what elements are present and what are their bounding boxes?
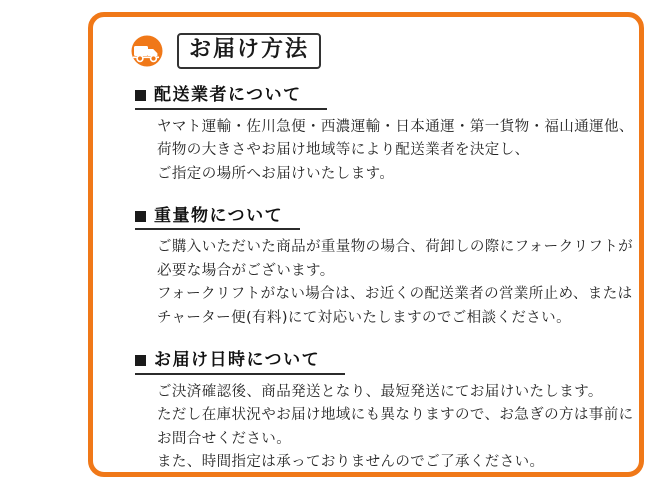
section-body: [135, 116, 634, 186]
body-line: ヤマト運輸・佐川急便・西濃運輸・日本通運・第一貨物・福山通運他、: [157, 118, 634, 135]
section-heading: [135, 85, 327, 109]
bullet-square-icon: [135, 355, 146, 366]
body-line: ご指定の場所へお届けいたします。: [157, 165, 395, 182]
section-heading-label: お届け日時について: [154, 350, 321, 371]
body-line: 荷物の大きさやお届け地域等により配送業者を決定し、: [157, 142, 530, 159]
section-body: [135, 381, 634, 475]
body-line: お問合せください。: [157, 430, 292, 447]
body-line: フォークリフトがない場合は、お近くの配送業者の営業所止め、または: [157, 286, 633, 303]
bullet-square-icon: [135, 90, 146, 101]
body-line: また、時間指定は承っておりませんのでご了承ください。: [157, 454, 545, 471]
section-body: [135, 236, 634, 330]
section-delivery-carriers: [113, 85, 634, 186]
delivery-info-card: [88, 12, 644, 477]
body-line: ご購入いただいた商品が重量物の場合、荷卸しの際にフォークリフトが: [157, 239, 634, 256]
page-title: お届け方法: [189, 37, 310, 62]
delivery-truck-icon: [127, 35, 167, 67]
body-line: ご決済確認後、商品発送となり、最短発送にてお届けいたします。: [157, 383, 603, 400]
section-heading-label: 重量物について: [154, 206, 284, 227]
section-heading: [135, 206, 300, 230]
section-heading: [135, 350, 345, 374]
body-line: ただし在庫状況やお届け地域にも異なりますので、お急ぎの方は事前に: [157, 407, 634, 424]
card-title-row: [127, 33, 619, 69]
card-title-box: [177, 33, 321, 69]
body-line: 必要な場合がございます。: [157, 262, 335, 279]
section-delivery-schedule: [113, 350, 634, 474]
section-heavy-items: [113, 206, 634, 330]
body-line: チャーター便(有料)にて対応いたしますのでご相談ください。: [157, 309, 571, 326]
bullet-square-icon: [135, 211, 146, 222]
section-heading-label: 配送業者について: [154, 85, 302, 106]
